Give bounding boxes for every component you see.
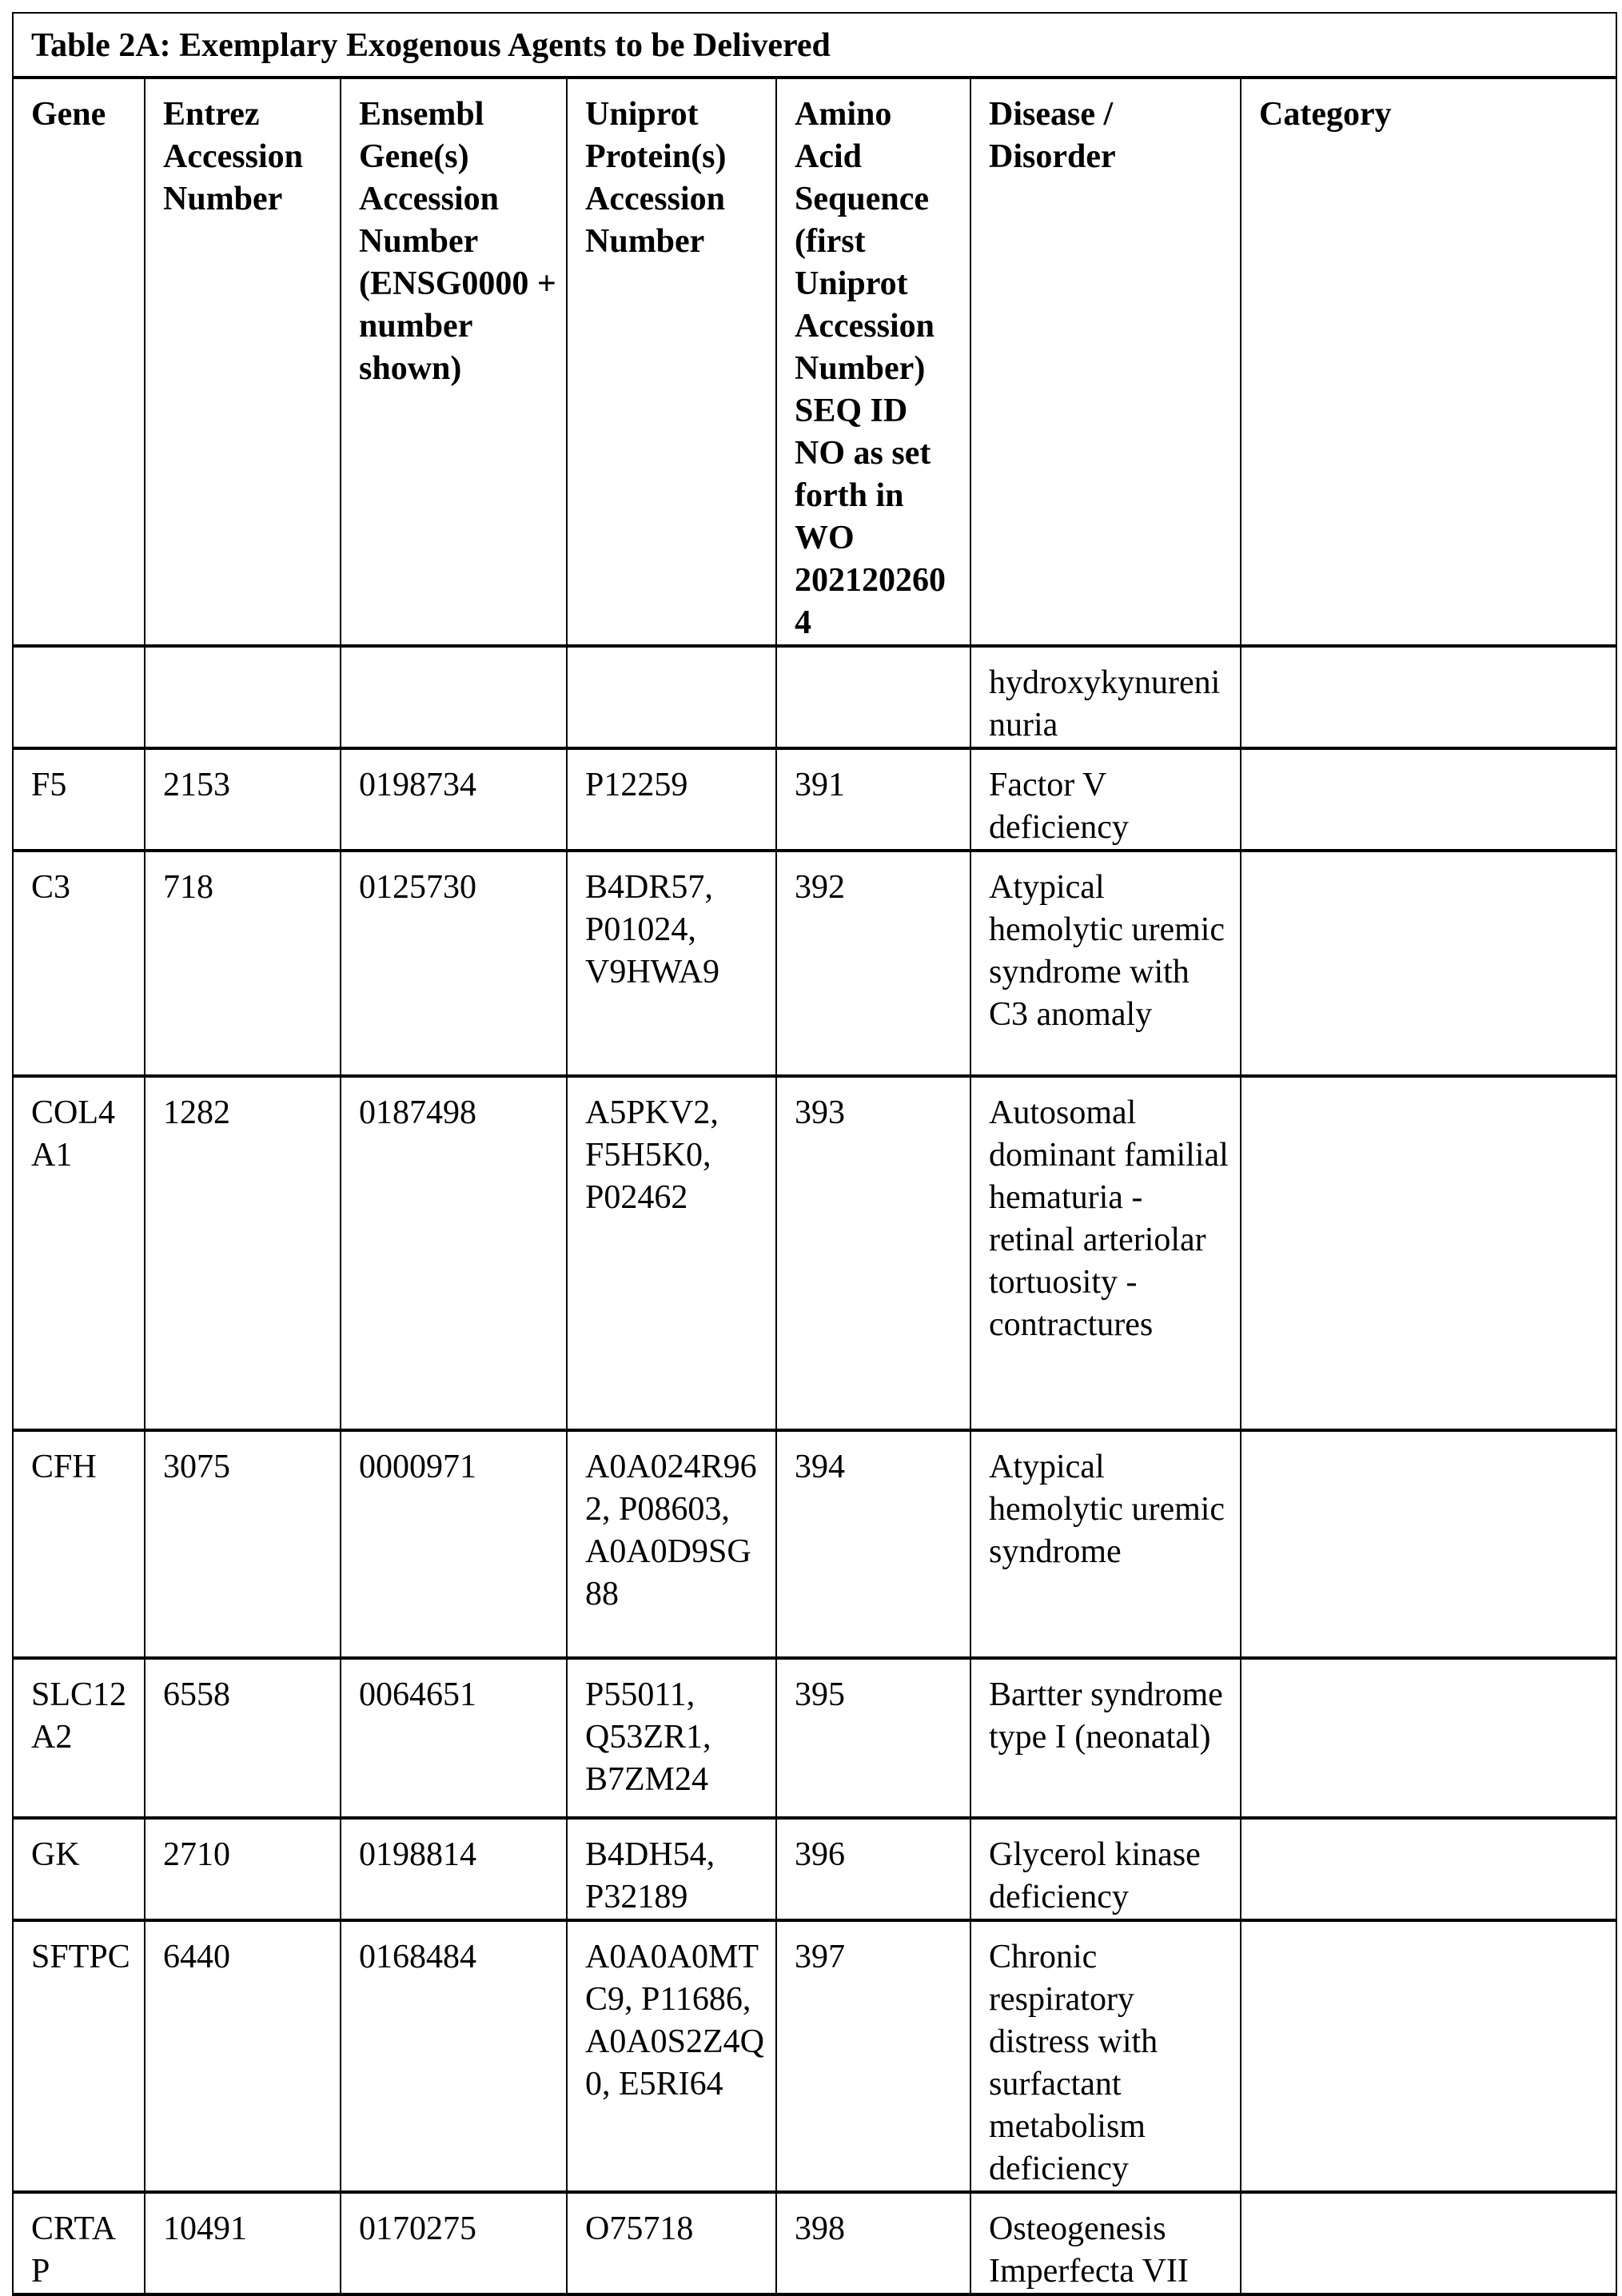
cell-category: [1241, 1920, 1616, 2192]
cell-seq-id: 394: [776, 1430, 970, 1658]
cell-entrez: 1282: [145, 1076, 341, 1430]
cell-uniprot: A0A024R962, P08603, A0A0D9SG88: [567, 1430, 776, 1658]
cell-gene: GK: [13, 1818, 145, 1920]
cell-ensembl: 0064651: [341, 1658, 567, 1818]
cell-entrez: 2153: [145, 748, 341, 851]
table-row: [13, 1076, 1616, 1430]
table-header-row: [13, 78, 1616, 646]
cell-category: [1241, 851, 1616, 1076]
table-row: [13, 851, 1616, 1076]
table-row: [13, 1430, 1616, 1658]
cell-gene: CRTAP: [13, 2192, 145, 2294]
cell-ensembl: 0000971: [341, 1430, 567, 1658]
cell-category: [1241, 1818, 1616, 1920]
table-title: Table 2A: Exemplary Exogenous Agents to be Delivered: [13, 13, 1616, 78]
cell-gene: [13, 646, 145, 748]
cell-seq-id: 393: [776, 1076, 970, 1430]
column-header-entrez: Entrez Accession Number: [145, 78, 341, 646]
cell-gene: C3: [13, 851, 145, 1076]
cell-disease: Autosomal dominant familial hematuria - retinal arteriolar tortuosity - contractures: [970, 1076, 1241, 1430]
cell-entrez: 2710: [145, 1818, 341, 1920]
column-header-gene: Gene: [13, 78, 145, 646]
column-header-ensembl: Ensembl Gene(s) Accession Number (ENSG0000 + number shown): [341, 78, 567, 646]
table-row: [13, 2192, 1616, 2294]
column-header-disease: Disease / Disorder: [970, 78, 1241, 646]
cell-seq-id: 397: [776, 1920, 970, 2192]
cell-category: [1241, 748, 1616, 851]
cell-seq-id: 395: [776, 1658, 970, 1818]
cell-uniprot: [567, 646, 776, 748]
cell-ensembl: 0198734: [341, 748, 567, 851]
cell-category: [1241, 1658, 1616, 1818]
cell-seq-id: 391: [776, 748, 970, 851]
cell-seq-id: 398: [776, 2192, 970, 2294]
cell-category: [1241, 646, 1616, 748]
cell-entrez: 10491: [145, 2192, 341, 2294]
cell-disease: Chronic respiratory distress with surfactant metabolism deficiency: [970, 1920, 1241, 2192]
table-row: [13, 1818, 1616, 1920]
cell-seq-id: [776, 646, 970, 748]
column-header-category: Category: [1241, 78, 1616, 646]
cell-disease: Glycerol kinase deficiency: [970, 1818, 1241, 1920]
cell-gene: F5: [13, 748, 145, 851]
cell-disease: Atypical hemolytic uremic syndrome with C3 anomaly: [970, 851, 1241, 1076]
cell-entrez: 718: [145, 851, 341, 1076]
cell-entrez: 6440: [145, 1920, 341, 2192]
cell-ensembl: 0198814: [341, 1818, 567, 1920]
cell-disease: Osteogenesis Imperfecta VII: [970, 2192, 1241, 2294]
cell-entrez: [145, 646, 341, 748]
cell-ensembl: 0170275: [341, 2192, 567, 2294]
cell-ensembl: 0125730: [341, 851, 567, 1076]
table-row: [13, 1920, 1616, 2192]
exogenous-agents-table: [12, 12, 1617, 2296]
cell-category: [1241, 1076, 1616, 1430]
cell-uniprot: A5PKV2, F5H5K0, P02462: [567, 1076, 776, 1430]
cell-disease: Atypical hemolytic uremic syndrome: [970, 1430, 1241, 1658]
cell-category: [1241, 2192, 1616, 2294]
table-row: [13, 1658, 1616, 1818]
column-header-uniprot: Uniprot Protein(s) Accession Number: [567, 78, 776, 646]
cell-seq-id: 392: [776, 851, 970, 1076]
cell-uniprot: P12259: [567, 748, 776, 851]
cell-category: [1241, 1430, 1616, 1658]
cell-seq-id: 396: [776, 1818, 970, 1920]
cell-gene: SFTPC: [13, 1920, 145, 2192]
cell-gene: CFH: [13, 1430, 145, 1658]
cell-uniprot: A0A0A0MTC9, P11686, A0A0S2Z4Q0, E5RI64: [567, 1920, 776, 2192]
cell-ensembl: 0168484: [341, 1920, 567, 2192]
cell-uniprot: O75718: [567, 2192, 776, 2294]
cell-uniprot: B4DR57, P01024, V9HWA9: [567, 851, 776, 1076]
cell-disease: hydroxykynureninuria: [970, 646, 1241, 748]
cell-entrez: 3075: [145, 1430, 341, 1658]
cell-gene: SLC12A2: [13, 1658, 145, 1818]
column-header-seq-id: Amino Acid Sequence (first Uniprot Accession Number) SEQ ID NO as set forth in WO 2021202604: [776, 78, 970, 646]
cell-uniprot: B4DH54, P32189: [567, 1818, 776, 1920]
cell-disease: Bartter syndrome type I (neonatal): [970, 1658, 1241, 1818]
cell-entrez: 6558: [145, 1658, 341, 1818]
cell-ensembl: [341, 646, 567, 748]
cell-gene: COL4A1: [13, 1076, 145, 1430]
table-row: [13, 748, 1616, 851]
cell-ensembl: 0187498: [341, 1076, 567, 1430]
table-row: [13, 646, 1616, 748]
cell-disease: Factor V deficiency: [970, 748, 1241, 851]
cell-uniprot: P55011, Q53ZR1, B7ZM24: [567, 1658, 776, 1818]
